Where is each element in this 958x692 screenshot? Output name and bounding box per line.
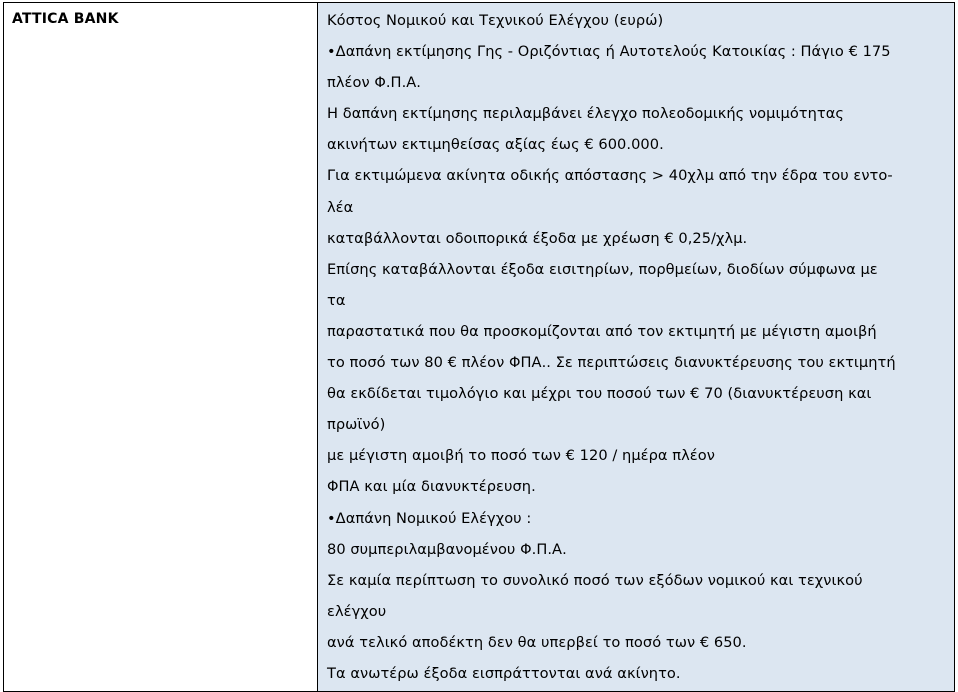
description-line: θα εκδίδεται τιμολόγιο και μέχρι του ποσού των € 70 (διανυκτέρευση και xyxy=(327,385,872,403)
description-line: Επίσης καταβάλλονται έξοδα εισιτηρίων, πορθμείων, διοδίων σύμφωνα με xyxy=(327,260,878,278)
description-line: ακινήτων εκτιμηθείσας αξίας έως € 600.000. xyxy=(327,136,664,154)
description-line: 80 συμπεριλαμβανομένου Φ.Π.Α. xyxy=(327,540,567,558)
bank-name: ATTICA BANK xyxy=(12,11,119,27)
description-line: ανά τελικό αποδέκτη δεν θα υπερβεί το ποσό των € 650. xyxy=(327,633,747,651)
description-line: •Δαπάνη εκτίμησης Γης - Οριζόντιας ή Αυτοτελούς Κατοικίας : Πάγιο € 175 xyxy=(327,43,891,61)
description-line: Σε καμία περίπτωση το συνολικό ποσό των εξόδων νομικού και τεχνικού xyxy=(327,571,863,589)
description-line: Η δαπάνη εκτίμησης περιλαμβάνει έλεγχο πολεοδομικής νομιμότητας xyxy=(327,105,845,123)
description-line: πλέον Φ.Π.Α. xyxy=(327,74,421,92)
description-line: ελέγχου xyxy=(327,602,387,620)
description-line: πρωϊνό) xyxy=(327,416,386,434)
description-line: •Δαπάνη Νομικού Ελέγχου : xyxy=(327,509,532,527)
fees-description-cell xyxy=(317,2,955,692)
description-line: Κόστος Νομικού και Τεχνικού Ελέγχου (ευρώ) xyxy=(327,12,664,29)
description-line: Για εκτιμώμενα ακίνητα οδικής απόστασης > 40χλμ από την έδρα του εντο- xyxy=(327,167,893,185)
description-line: καταβάλλονται οδοιπορικά έξοδα με χρέωση € 0,25/χλμ. xyxy=(327,229,748,247)
description-line: ΦΠΑ και μία διανυκτέρευση. xyxy=(327,478,536,496)
description-line: το ποσό των 80 € πλέον ΦΠΑ.. Σε περιπτώσεις διανυκτέρευσης του εκτιμητή xyxy=(327,354,896,372)
description-line: παραστατικά που θα προσκομίζονται από τον εκτιμητή με μέγιστη αμοιβή xyxy=(327,322,877,340)
description-line: με μέγιστη αμοιβή το ποσό των € 120 / ημέρα πλέον xyxy=(327,447,715,465)
description-line: τα xyxy=(327,291,346,309)
description-line: Τα ανωτέρω έξοδα εισπράττονται ανά ακίνητο. xyxy=(327,664,681,682)
description-line: λέα xyxy=(327,198,354,216)
bank-name-cell xyxy=(3,2,318,692)
fees-description-text xyxy=(327,8,954,692)
